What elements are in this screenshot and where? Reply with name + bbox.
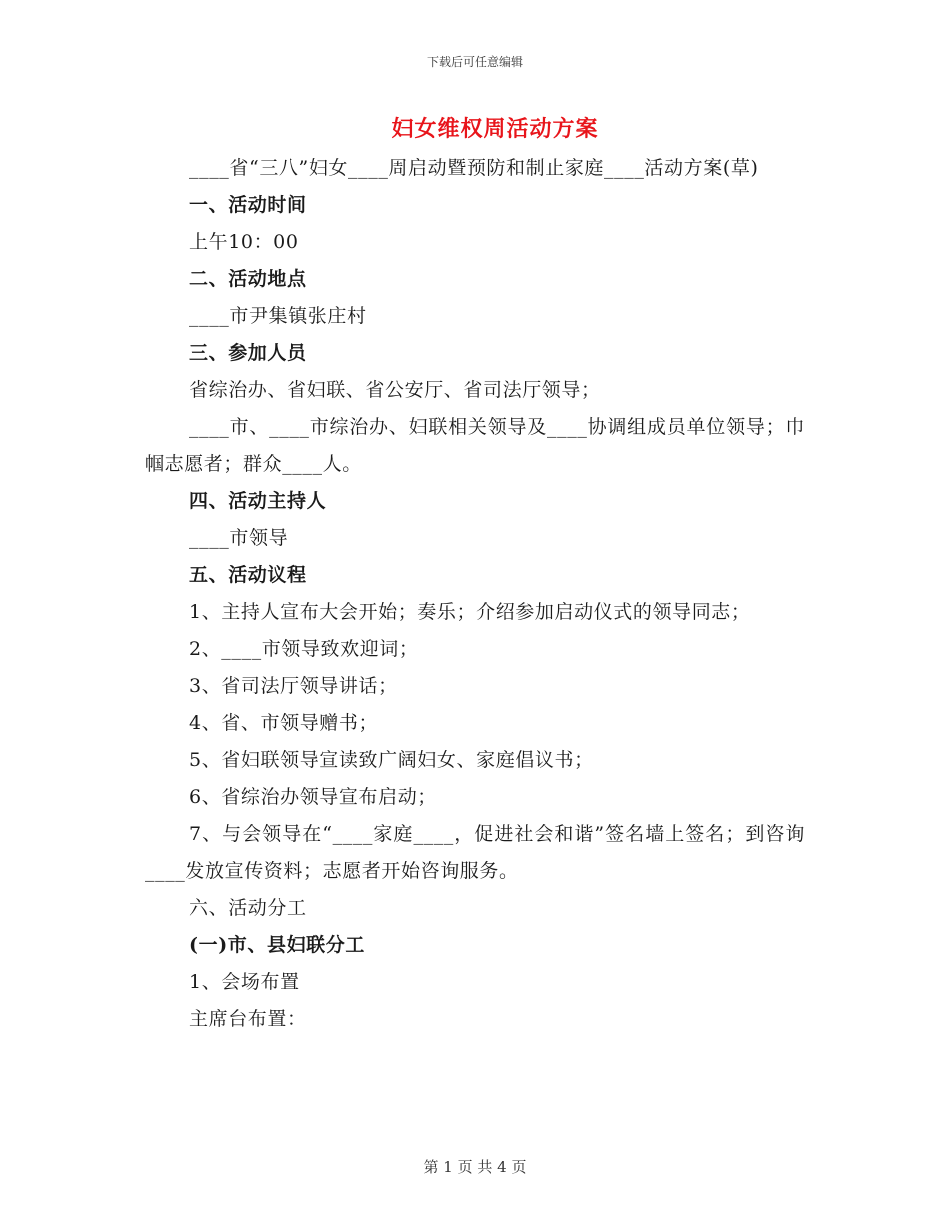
document-title: 妇女维权周活动方案 xyxy=(391,116,599,142)
section-body-host: ____市领导 xyxy=(189,527,289,549)
page-number: 第 1 页 共 4 页 xyxy=(423,1158,527,1176)
section-heading-location: 二、活动地点 xyxy=(189,268,307,290)
section-body-location: ____市尹集镇张庄村 xyxy=(189,305,367,327)
agenda-item: 5、省妇联领导宣读致广阔妇女、家庭倡议书； xyxy=(189,749,594,771)
agenda-item: 4、省、市领导赠书； xyxy=(189,712,379,734)
section-heading-host: 四、活动主持人 xyxy=(189,490,327,512)
agenda-item: 3、省司法厅领导讲话； xyxy=(189,675,398,697)
agenda-item: 1、主持人宣布大会开始；奏乐；介绍参加启动仪式的领导同志； xyxy=(189,601,751,623)
section-heading-participants: 三、参加人员 xyxy=(189,342,307,364)
intro-paragraph: ____省“三八”妇女____周启动暨预防和制止家庭____活动方案(草) xyxy=(189,157,759,179)
section-body-participants-2: ____市、____市综治办、妇联相关领导及____协调组成员单位领导；巾帼志愿者；群众____人。 xyxy=(145,416,805,475)
section-heading-agenda: 五、活动议程 xyxy=(189,564,307,586)
sub-heading-city-county: (一)市、县妇联分工 xyxy=(189,934,365,956)
section-heading-time: 一、活动时间 xyxy=(189,194,307,216)
item-podium-setup: 主席台布置： xyxy=(189,1008,307,1030)
agenda-item: 6、省综治办领导宣布启动； xyxy=(189,786,437,808)
section-body-time: 上午10：00 xyxy=(189,231,299,253)
document-body xyxy=(145,150,805,1038)
item-venue-setup: 1、会场布置 xyxy=(189,971,300,993)
section-body-participants: 省综治办、省妇联、省公安厅、省司法厅领导； xyxy=(189,379,601,401)
section-heading-division: 六、活动分工 xyxy=(189,897,307,919)
agenda-item: 7、与会领导在“____家庭____，促进社会和谐”签名墙上签名；到咨询____发放宣传资料；志愿者开始咨询服务。 xyxy=(145,823,805,882)
page-header-note: 下载后可任意编辑 xyxy=(426,55,523,69)
agenda-item: 2、____市领导致欢迎词； xyxy=(189,638,419,660)
